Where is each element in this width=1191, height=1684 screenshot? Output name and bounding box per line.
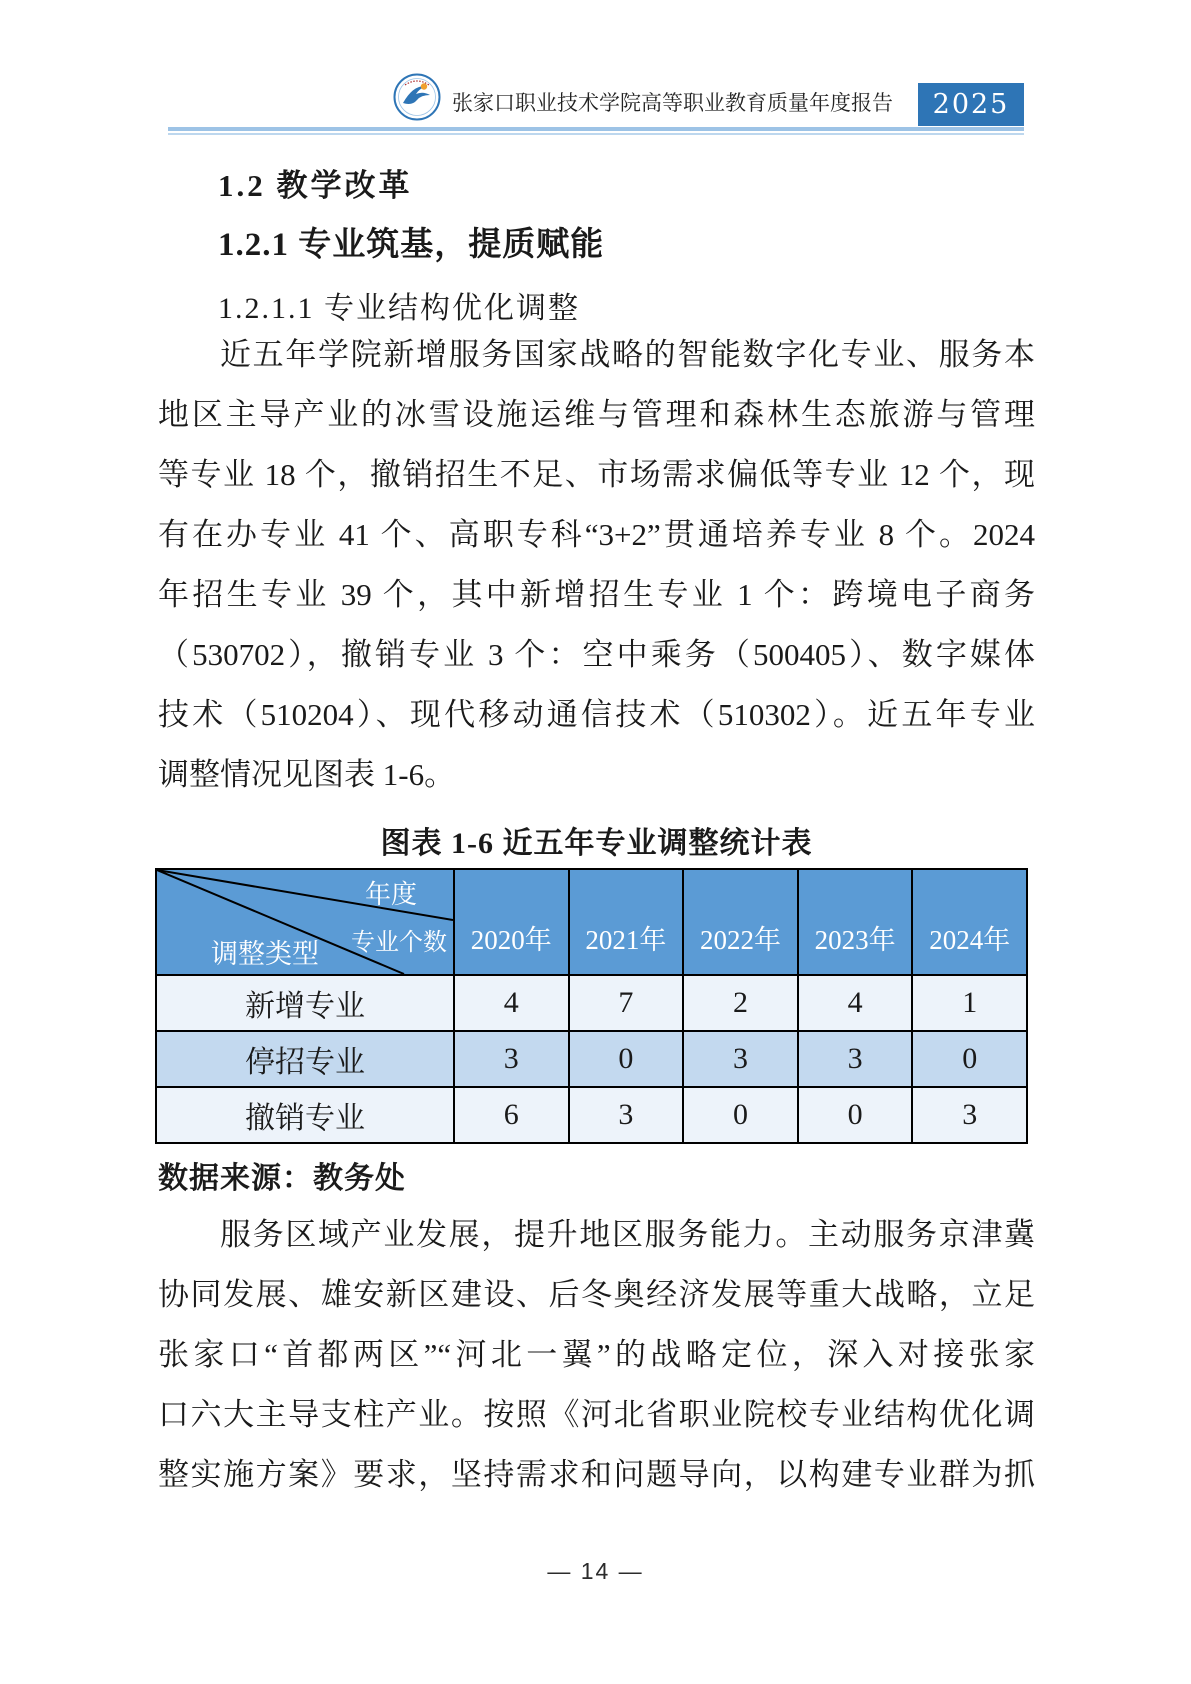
page-number: — 14 — <box>547 1558 644 1584</box>
year-header-cell: 2021年 <box>568 870 683 974</box>
paragraph-line: 协同发展、雄安新区建设、后冬奥经济发展等重大战略，立足 <box>158 1277 1035 1312</box>
report-title: 张家口职业技术学院高等职业教育质量年度报告 <box>452 91 893 115</box>
college-logo-icon <box>393 73 441 121</box>
paragraph-1 <box>158 325 1035 805</box>
table-value-cell: 0 <box>911 1030 1026 1086</box>
paragraph-line: 年招生专业 39 个，其中新增招生专业 1 个：跨境电子商务 <box>158 577 1035 612</box>
year-header-cell: 2022年 <box>682 870 797 974</box>
table-value-cell: 1 <box>911 974 1026 1030</box>
table-value-cell: 2 <box>682 974 797 1030</box>
paragraph-line: 整实施方案》要求，坚持需求和问题导向，以构建专业群为抓 <box>158 1457 1035 1492</box>
table-value-cell: 3 <box>797 1030 912 1086</box>
year-header-cell: 2020年 <box>453 870 568 974</box>
year-header-cell: 2024年 <box>911 870 1026 974</box>
table-value-cell: 3 <box>911 1086 1026 1142</box>
paragraph-line: 有在办专业 41 个、高职专科“3+2”贯通培养专业 8 个。2024 <box>158 517 1035 552</box>
header-rule <box>168 127 1024 135</box>
table-value-cell: 6 <box>453 1086 568 1142</box>
row-label-cell: 新增专业 <box>157 974 453 1030</box>
table-value-cell: 4 <box>797 974 912 1030</box>
table-value-cell: 3 <box>682 1030 797 1086</box>
table-caption: 图表 1-6 近五年专业调整统计表 <box>380 827 813 860</box>
table-value-cell: 3 <box>568 1086 683 1142</box>
data-source-note: 数据来源：教务处 <box>158 1162 406 1195</box>
paragraph-line: 口六大主导支柱产业。按照《河北省职业院校专业结构优化调 <box>158 1397 1035 1432</box>
table-value-cell: 0 <box>682 1086 797 1142</box>
section-heading-1-2-1: 1.2.1 专业筑基，提质赋能 <box>218 227 605 263</box>
year-badge: 2025 <box>918 83 1024 126</box>
paragraph-line: 调整情况见图表 1-6。 <box>158 757 456 792</box>
table-value-cell: 0 <box>568 1030 683 1086</box>
specialty-adjustment-table <box>155 868 1028 1144</box>
paragraph-line: 近五年学院新增服务国家战略的智能数字化专业、服务本 <box>220 337 1035 372</box>
corner-label-count: 专业个数 <box>351 930 447 956</box>
paragraph-line: 张家口“首都两区”“河北一翼”的战略定位，深入对接张家 <box>158 1337 1035 1372</box>
table-value-cell: 4 <box>453 974 568 1030</box>
table-value-cell: 3 <box>453 1030 568 1086</box>
paragraph-line: 等专业 18 个，撤销招生不足、市场需求偏低等专业 12 个，现 <box>158 457 1035 492</box>
corner-header-cell <box>157 870 453 974</box>
paragraph-line: （530702），撤销专业 3 个：空中乘务（500405）、数字媒体 <box>158 637 1035 672</box>
table-value-cell: 7 <box>568 974 683 1030</box>
section-heading-1-2-1-1: 1.2.1.1 专业结构优化调整 <box>218 292 580 325</box>
paragraph-line: 地区主导产业的冰雪设施运维与管理和森林生态旅游与管理 <box>158 397 1035 432</box>
row-label-cell: 停招专业 <box>157 1030 453 1086</box>
paragraph-line: 服务区域产业发展，提升地区服务能力。主动服务京津冀 <box>220 1217 1035 1252</box>
corner-label-type: 调整类型 <box>211 939 319 969</box>
paragraph-line: 技术（510204）、现代移动通信技术（510302）。近五年专业 <box>158 697 1035 732</box>
paragraph-2 <box>158 1205 1035 1505</box>
table-value-cell: 0 <box>797 1086 912 1142</box>
year-header-cell: 2023年 <box>797 870 912 974</box>
section-heading-1-2: 1.2 教学改革 <box>218 168 413 203</box>
corner-label-year: 年度 <box>365 880 418 909</box>
row-label-cell: 撤销专业 <box>157 1086 453 1142</box>
